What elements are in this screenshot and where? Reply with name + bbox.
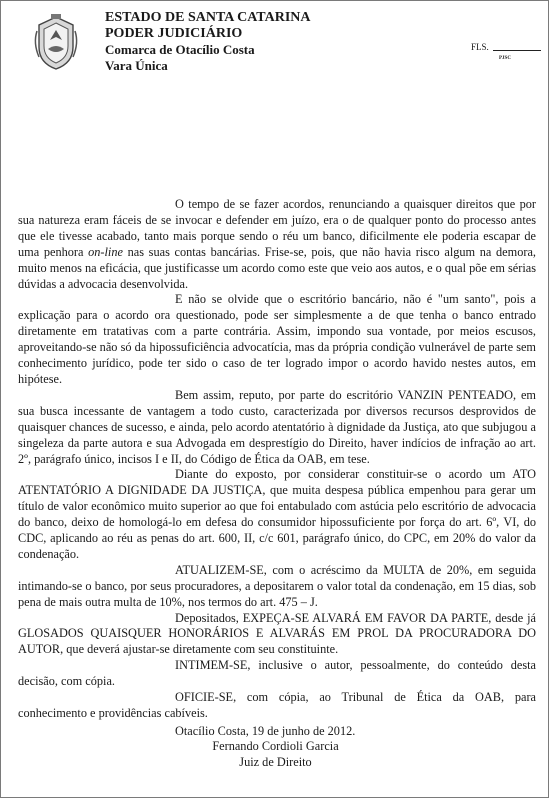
paragraph-3: Bem assim, reputo, por parte do escritório VANZIN PENTEADO, em sua busca incessante de vantagem a todo custo, caracterizada por diversos recursos desprovidos de quaisquer chances de sucesso, e ainda, pelo acordo atentatório à dignidade da Justiça, ato que subjugou a singeleza da parte autora e sua Advogada em desprestígio do Direito, haver indícios de infração ao art. 2º, parágrafo único, incisos I e II, do Código de Ética da OAB, em tese.: [18, 387, 536, 466]
court-header: [105, 10, 311, 74]
paragraph-8: OFICIE-SE, com cópia, ao Tribunal de Ética da OAB, para conhecimento e providências cabíveis.: [18, 690, 536, 720]
city-date: Otacílio Costa, 19 de junho de 2012.: [175, 723, 356, 738]
paragraph-2: E não se olvide que o escritório bancário, não é "um santo", pois a explicação para o acordo ora questionado, pode ser simplesmente a de que tenha o banco entrado diretamente em tratativas com a parte contrária. Assim, impondo sua vontade, por meios escusos, aproveitando-se não só da hipossuficiência advocatícia, mas da própria condição vulnerável de parte sem conhecimento jurídico, pode ter sido o caso de ter logrado impor o acordo havido nestes autos, em hipótese.: [18, 292, 536, 386]
header-court: Vara Única: [105, 58, 168, 73]
header-district: Comarca de Otacílio Costa: [105, 42, 255, 57]
page-number-field: [471, 42, 541, 52]
paragraph-6: Depositados, EXPEÇA-SE ALVARÁ EM FAVOR DA PARTE, desde já GLOSADOS QUAISQUER HONORÁRIOS E ALVARÁS EM PROL DA PROCURADORA DO AUTOR, que deverá ajustar-se diretamente com seu constituinte.: [18, 610, 536, 657]
paragraph-4: Diante do exposto, por considerar constituir-se o acordo um ATO ATENTATÓRIO A DIGNIDADE DA JUSTIÇA, que muita despesa pública empenhou para gerar um título de valor econômico muito superior ao que foi entabulado com astúcia pelo escritório de advocacia do banco, deixo de homologá-lo em defesa do consumidor hipossuficiente por força do art. 6º, VI, do CDC, aplicando ao réu as penas do art. 600, II, c/c 601, parágrafo único, do CPC, em 20% do valor da condenação.: [18, 467, 536, 561]
header-judiciary: PODER JUDICIÁRIO: [105, 26, 243, 41]
signatory-role: Juiz de Direito: [239, 755, 312, 769]
fls-blank-line: [493, 50, 541, 51]
paragraph-7: INTIMEM-SE, inclusive o autor, pessoalmente, do conteúdo desta decisão, com cópia.: [18, 658, 536, 689]
fls-stamp: PJSC: [499, 56, 511, 61]
decision-body: [18, 197, 536, 740]
paragraph-1: O tempo de se fazer acordos, renunciando a quaisquer direitos que por sua natureza eram fáceis de se invocar e defender em juízo, era o de qualquer ponto do processo antes que ele tivesse acabado, tanto mais porque sendo o réu um banco, dificilmente ele poderia escapar de uma penhora on-line nas suas contas bancárias. Frise-se, pois, que não havia risco algum na demora, muito menos na eficácia, que justificasse um acordo como este que veio aos autos, e o qual põe em sérias dúvidas a advocacia desenvolvida.: [18, 197, 537, 291]
state-coat-of-arms-icon: [31, 13, 81, 73]
paragraph-5: ATUALIZEM-SE, com o acréscimo da MULTA de 20%, em seguida intimando-se o banco, por seus procuradores, a depositarem o valor total da condenação, em 15 dias, sob pena de mais outra multa de 10%, nos termos do art. 475 – J.: [18, 562, 536, 609]
header-state: ESTADO DE SANTA CATARINA: [105, 10, 311, 25]
fls-label: FLS.: [471, 42, 489, 52]
signatory-name: Fernando Cordioli Garcia: [212, 739, 339, 753]
